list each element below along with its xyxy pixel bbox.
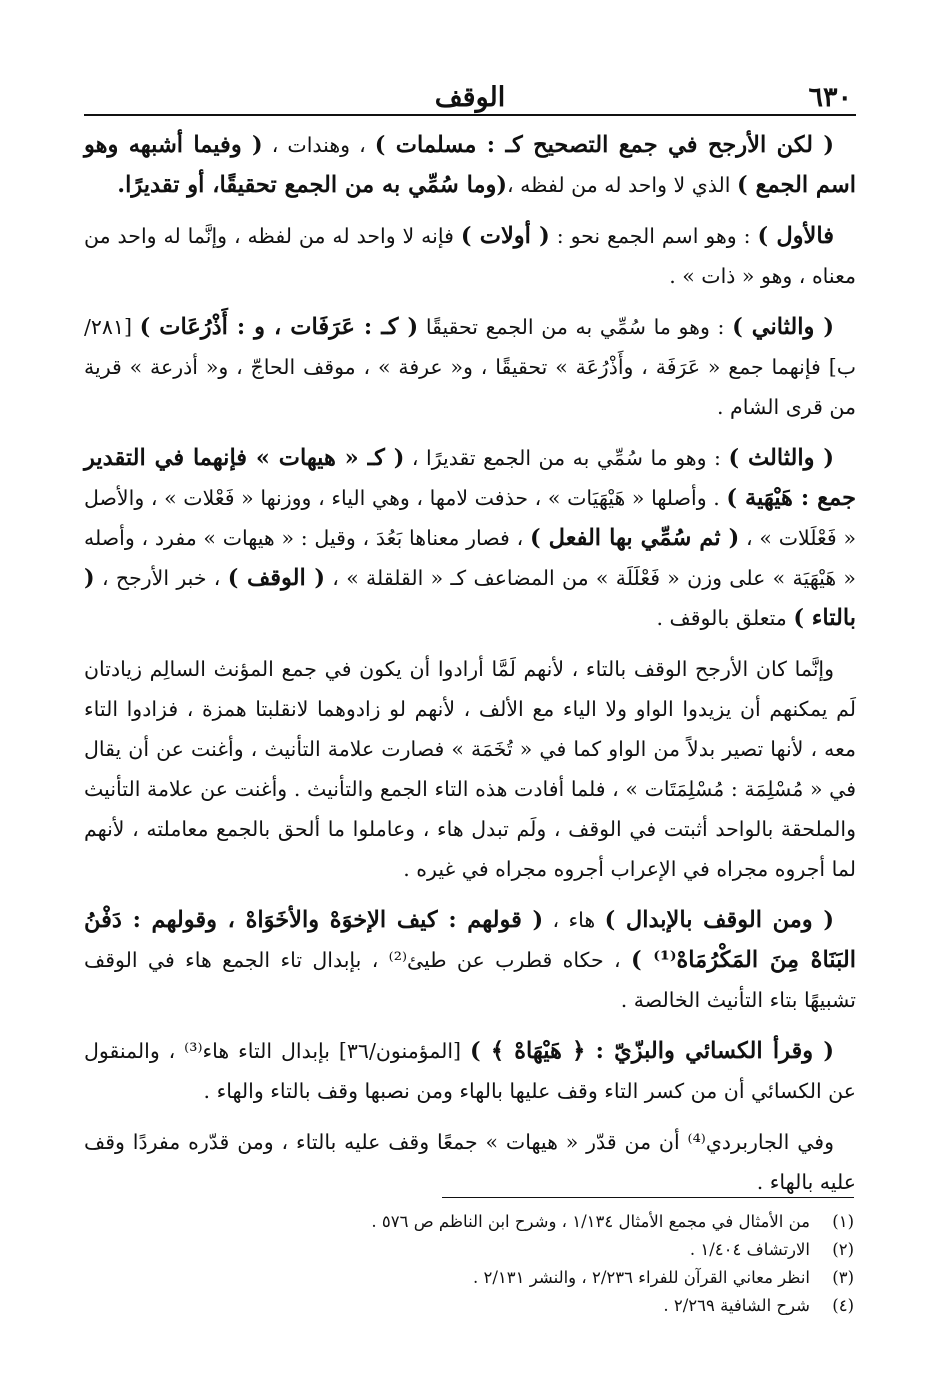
footnote xyxy=(82,1236,854,1264)
bold-text-segment: ( والثالث ) xyxy=(728,445,834,471)
page-number: ٦٣٠ xyxy=(808,82,852,113)
footnote-number: (١) xyxy=(832,1212,854,1231)
text-segment: متعلق بالوقف . xyxy=(656,606,794,630)
bold-text-segment: ( بالتاء ) xyxy=(84,565,856,631)
bold-text-segment: ( ومن الوقف بالإبدال ) xyxy=(604,907,834,933)
running-title: الوقف xyxy=(434,82,506,113)
footnote xyxy=(82,1264,854,1292)
text-segment: : وهو ما سُمِّي به من الجمع تحقيقًا xyxy=(418,315,733,339)
footnotes xyxy=(82,1208,854,1320)
main-text xyxy=(84,125,856,1213)
paragraph xyxy=(84,125,856,205)
paragraph xyxy=(84,216,856,296)
footnote-number: (٢) xyxy=(832,1240,854,1259)
footnote-separator xyxy=(442,1197,854,1198)
text-segment: : وهو اسم الجمع نحو : xyxy=(549,224,758,248)
bold-text-segment: (وما سُمِّي به من الجمع تحقيقًا، أو تقديرًا. xyxy=(117,172,508,198)
text-segment: فإنه لا واحد له من لفظه ، وإنَّما له واحد من معناه ، وهو « ذات » . xyxy=(84,224,856,288)
bold-text-segment: ( الوقف ) xyxy=(227,565,326,591)
bold-text-segment: ( والثاني ) xyxy=(732,314,835,340)
bold-text-segment: فالأول ) xyxy=(757,223,834,249)
text-segment: . وأصلها « هَيْهَيَات » ، حذفت لامها ، وهي الياء ، ووزنها « فَعْلات » ، والأصل « فَعْلَلات » ، xyxy=(84,486,857,550)
bold-text-segment: ( وفيما أشبهه وهو اسم الجمع ) xyxy=(84,132,856,198)
bold-text-segment: ( وقرأ الكسائي والبزّيّ : ﴿ هَيْهَاهْ ﴾ ) xyxy=(469,1038,834,1064)
paragraph xyxy=(84,1031,856,1111)
bold-text-segment: ( قولهم : كيف الإخوَهْ والأخَوَاهْ ، وقولهم : دَفْنُ البَنَاهْ مِنَ المَكْرُمَاهْ⁽¹⁾ ) xyxy=(84,907,856,973)
paragraph xyxy=(84,900,856,1020)
text-segment: ، حكاه قطرب عن طيئ⁽²⁾ ، بإبدال تاء الجمع هاء في الوقف تشبيهًا بتاء التأنيث الخالصة . xyxy=(84,948,856,1012)
footnote-number: (٣) xyxy=(832,1268,854,1287)
paragraph xyxy=(84,307,856,427)
page-header xyxy=(84,74,856,116)
paragraph xyxy=(84,438,856,638)
footnote xyxy=(82,1292,854,1320)
text-segment: وفي الجاربردي⁽⁴⁾ أن من قدّر « هيهات » جمعًا وقف عليه بالتاء ، ومن قدّره مفردًا وقف عليه بالهاء . xyxy=(84,1130,856,1194)
bold-text-segment: ( كـ : عَرَفَات ، و : أَذْرُعَات ) xyxy=(139,314,419,340)
text-segment: هاء ، xyxy=(543,908,605,932)
footnote-text: من الأمثال في مجمع الأمثال ١/١٣٤ ، وشرح ابن الناظم ص ٥٧٦ . xyxy=(371,1212,810,1231)
bold-text-segment: ( كـ « هيهات » فإنهما في التقدير جمع : هَيْهَية ) xyxy=(84,445,856,511)
text-segment: : وهو ما سُمِّي به من الجمع تقديرًا ، xyxy=(404,446,729,470)
text-segment: وإنَّما كان الأرجح الوقف بالتاء ، لأنهم لَمَّا أرادوا أن يكون في جمع المؤنث السالِم زيادتان لَم يمكنهم أن يزيدوا الواو ولا الياء مع الألف ، لأنهم لو زادوهما لانقلبتا همزة ، فزادوا التاء معه ، لأنها تصير بدلاً من الواو كما في « تُخَمَة » فصارت علامة التأنيث ، وأغنت عن أن يقال في « مُسْلِمَة : مُسْلِمَتَات » ، فلما أفادت هذه التاء الجمع والتأنيث . وأغنت عن علامة التأنيث والملحقة بالواحد أثبتت في الوقف ، ولَم تبدل هاء ، وعاملوا ما ألحق بالجمع معاملته ، لأنهم لما أجروه مجراه في الإعراب أجروه مجراه في غيره . xyxy=(84,657,856,881)
footnote-text: الارتشاف ١/٤٠٤ . xyxy=(689,1240,810,1259)
footnote-number: (٤) xyxy=(832,1296,854,1315)
bold-text-segment: ( أولات ) xyxy=(460,223,550,249)
text-segment: ، خبر الأرجح ، xyxy=(94,566,228,590)
bold-text-segment: ( ثم سُمِّي بها الفعل ) xyxy=(529,525,740,551)
footnote xyxy=(82,1208,854,1236)
text-segment: ، وهندات ، xyxy=(262,133,375,157)
footnote-text: شرح الشافية ٢/٢٦٩ . xyxy=(663,1296,810,1315)
text-segment: الذي لا واحد له من لفظه ، xyxy=(507,173,737,197)
text-segment: [٢٨١/ب] فإنهما جمع « عَرَفَة ، وأَذْرُعَة » تحقيقًا ، و« عرفة » ، موقف الحاجّ ، و« أذرعة » قرية من قرى الشام . xyxy=(84,315,856,419)
paragraph xyxy=(84,649,856,889)
paragraph xyxy=(84,1122,856,1202)
text-segment: [المؤمنون/٣٦] بإبدال التاء هاء⁽³⁾ ، والمنقول عن الكسائي أن من كسر التاء وقف عليها بالهاء ومن نصبها وقف بالتاء والهاء . xyxy=(84,1039,856,1103)
footnote-text: انظر معاني القرآن للفراء ٢/٢٣٦ ، والنشر ٢/١٣١ . xyxy=(473,1268,810,1287)
text-segment: ، فصار معناها بَعُدَ ، وقيل : « هيهات » مفرد ، وأصله « هَيْهَيَة » على وزن « فَعْلَلَة » من المضاعف كـ « القلقلة » ، xyxy=(84,526,856,590)
bold-text-segment: ( لكن الأرجح في جمع التصحيح كـ : مسلمات ) xyxy=(374,132,834,158)
